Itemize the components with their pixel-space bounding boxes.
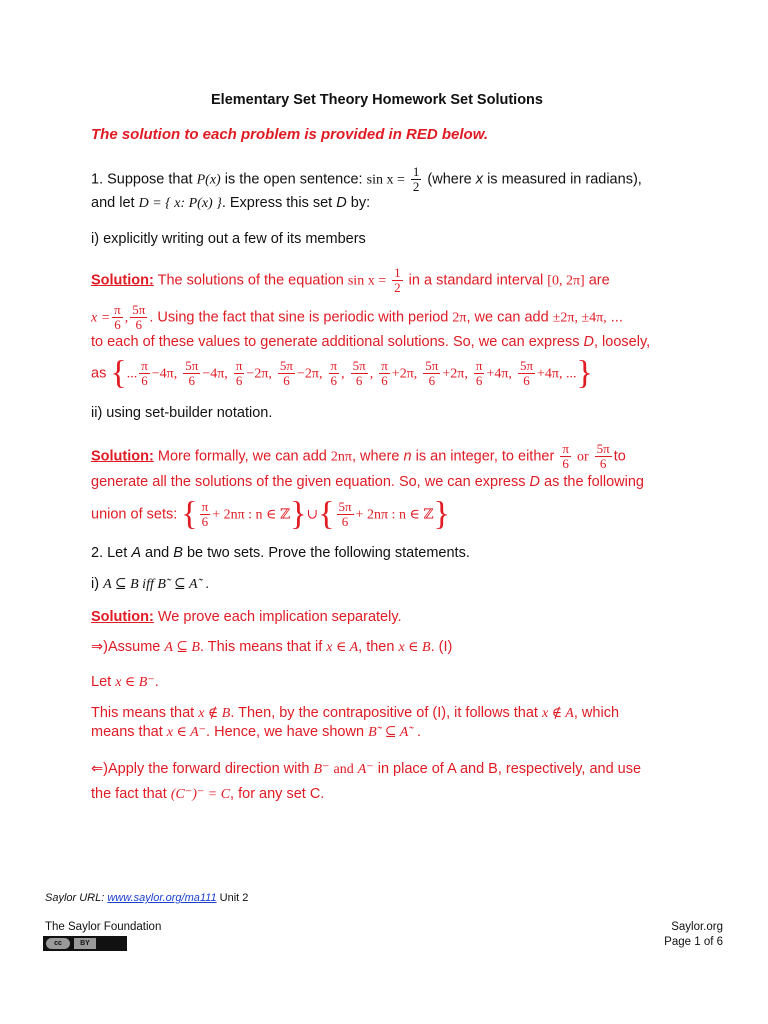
solution-3-line-5: means that x ∈ A⁻. Hence, we have shown B˜ ⊆ A˜ . <box>91 724 422 740</box>
problem-2-part-i: i) A ⊆ B iff B˜ ⊆ A˜ . <box>91 576 210 592</box>
problem-1-line-2: and let D = { x: P(x) }. Express this set D by: <box>91 195 371 211</box>
math-interval: [0, 2π] <box>547 273 585 289</box>
footer-organization: The Saylor Foundation <box>45 921 162 933</box>
creative-commons-badge[interactable] <box>43 936 127 951</box>
solution-3-line-3: Let x ∈ B⁻. <box>91 674 159 690</box>
fraction-one-half: $\frac{1}{2}$ <box>412 164 420 194</box>
solution-2-line-2: generate all the solutions of the given equation. So, we can express D as the following <box>91 474 644 490</box>
solution-3-line-7: the fact that (C⁻)⁻ = C, for any set C. <box>91 786 325 802</box>
saylor-url-link[interactable]: www.saylor.org/ma111 <box>107 892 217 904</box>
implies-arrow: ⇒) <box>91 639 108 655</box>
math-sinx: sin x = <box>366 172 405 188</box>
page-subtitle: The solution to each problem is provided in RED below. <box>91 126 488 143</box>
footer-site: Saylor.org <box>671 921 723 933</box>
solution-1-line-3: to each of these values to generate additional solutions. So, we can express D, loosely, <box>91 334 651 350</box>
math-set-d: D = { x: P(x) } <box>138 196 222 211</box>
solution-3-line-1: Solution: We prove each implication separately. <box>91 609 402 625</box>
by-icon: BY <box>74 938 96 949</box>
solution-1-set-list: as {... $\frac{\pi}{6}$ −4π, $\frac{5\pi}{6}$ −4π, $\frac{\pi}{6}$ −2π, $\frac{5\pi}{6}$ −2π, $\frac{\pi}{6}$ , $\frac{5\pi}{6}$ , $\frac{\pi}{6}$ +2π, $\frac{5\pi}{6}$ +2π, $\frac{\pi}{6}$ +4π, $\frac{5\pi}{6}$ +4π, ...} <box>91 354 593 392</box>
math-px: P(x) <box>196 172 221 188</box>
page-title: Elementary Set Theory Homework Set Solutions <box>211 92 543 108</box>
solution-label: Solution: <box>91 272 154 289</box>
solution-3-line-4: This means that x ∉ B. Then, by the contrapositive of (I), it follows that x ∉ A, which <box>91 705 620 721</box>
problem-1-part-i: i) explicitly writing out a few of its members <box>91 231 366 247</box>
fraction-one-half: $\frac{1}{2}$ <box>394 265 401 295</box>
solution-1-line-2: x = $\frac{\pi}{6}$ , $\frac{5\pi}{6}$ . Using the fact that sine is periodic with period 2π, we can add ±2π, ±4π, ... <box>91 302 623 332</box>
problem-1-part-ii: ii) using set-builder notation. <box>91 405 273 421</box>
cc-icon: cc <box>46 938 70 949</box>
problem-1-line-1: 1. Suppose that P(x) is the open sentence: sin x = $\frac{1}{2}$ (where x is measured in radians), <box>91 164 642 194</box>
solution-3-line-6: ⇐)Apply the forward direction with B⁻ and A⁻ in place of A and B, respectively, and use <box>91 761 642 777</box>
fraction-pi-6: $\frac{\pi}{6}$ <box>114 302 121 332</box>
solution-2-union: union of sets: { $\frac{\pi}{6}$ + 2nπ : n ∈ ℤ}∪{ $\frac{5\pi}{6}$ + 2nπ : n ∈ ℤ} <box>91 495 450 533</box>
footer-saylor-url: Saylor URL: www.saylor.org/ma111 Unit 2 <box>45 892 249 904</box>
solution-1-line-1: Solution: The solutions of the equation sin x = $\frac{1}{2}$ in a standard interval [0, 2π] are <box>91 265 610 295</box>
solution-3-line-2: ⇒)Assume A ⊆ B. This means that if x ∈ A, then x ∈ B. (I) <box>91 639 453 655</box>
footer-page-number: Page 1 of 6 <box>664 936 723 948</box>
implied-by-arrow: ⇐) <box>91 761 108 777</box>
solution-2-line-1: Solution: More formally, we can add 2nπ, where n is an integer, to either $\frac{\pi}{6}$ or $\frac{5\pi}{6}$ to <box>91 441 626 471</box>
problem-2: 2. Let A and B be two sets. Prove the following statements. <box>91 545 470 561</box>
fraction-5pi-6: $\frac{5\pi}{6}$ <box>132 302 146 332</box>
